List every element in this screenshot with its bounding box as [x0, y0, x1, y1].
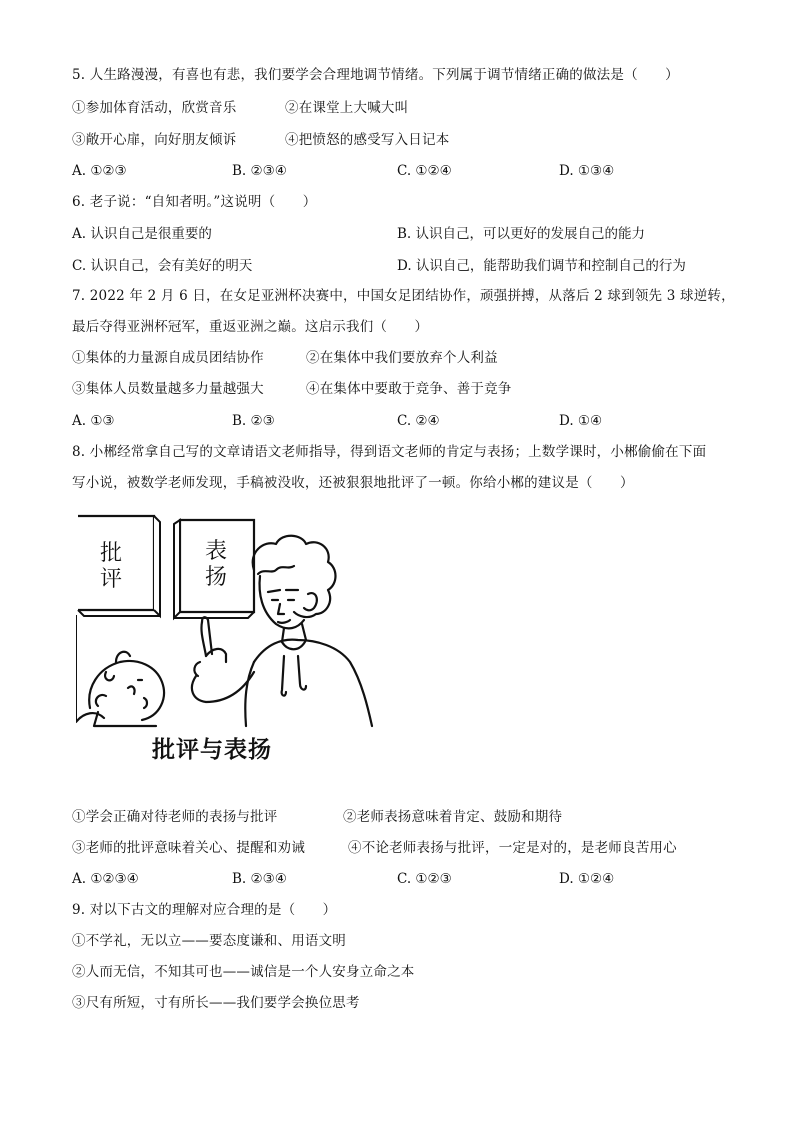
q9-item-3: ③尺有所短，寸有所长——我们要学会换位思考	[72, 995, 360, 1011]
q8-stem-line1: 8. 小郴经常拿自己写的文章请语文老师指导，得到语文老师的肯定与表扬；上数学课时，小郴偷偷在下面	[72, 444, 707, 460]
q7-statement-3: ③集体人员数量越多力量越强大	[72, 381, 264, 397]
board-text-pi: 批	[100, 541, 123, 566]
q5-option-d[interactable]: D. ①③④	[559, 163, 615, 179]
q9-item-1: ①不学礼，无以立——要态度谦和、用语文明	[72, 933, 346, 949]
q9-item-2: ②人而无信，不知其可也——诚信是一个人安身立命之本	[72, 964, 415, 980]
illustration-caption: 批评与表扬	[152, 737, 272, 763]
q7-option-c[interactable]: C. ②④	[397, 413, 440, 429]
q5-option-b[interactable]: B. ②③④	[232, 163, 287, 179]
q8-statement-3: ③老师的批评意味着关心、提醒和劝诫	[72, 840, 305, 856]
q6-options-row1	[72, 225, 732, 243]
q5-option-a[interactable]: A. ①②③	[72, 163, 127, 179]
board-text-yang: 扬	[205, 565, 228, 590]
q7-statement-4: ④在集体中要敢于竞争、善于竞争	[306, 381, 512, 397]
q6-option-b[interactable]: B. 认识自己，可以更好的发展自己的能力	[397, 226, 646, 242]
q6-option-c[interactable]: C. 认识自己，会有美好的明天	[72, 258, 253, 274]
q8-option-c[interactable]: C. ①②③	[397, 871, 452, 887]
q9-stem: 9. 对以下古文的理解对应合理的是（ ）	[72, 902, 337, 918]
q5-statement-2: ②在课堂上大喊大叫	[285, 100, 409, 116]
q7-statement-1: ①集体的力量源自成员团结协作	[72, 350, 264, 366]
q5-statement-1: ①参加体育活动，欣赏音乐	[72, 100, 237, 116]
q6-options-row2	[72, 257, 732, 275]
q7-options	[72, 412, 732, 430]
q8-option-a[interactable]: A. ①②③④	[72, 871, 139, 887]
q8-stem-line2: 写小说，被数学老师发现，手稿被没收，还被狠狠地批评了一顿。你给小郴的建议是（ ）	[72, 475, 634, 491]
q7-option-a[interactable]: A. ①③	[72, 413, 115, 429]
illustration-svg	[76, 512, 376, 742]
q8-statement-1: ①学会正确对待老师的表扬与批评	[72, 809, 278, 825]
q6-stem: 6. 老子说：“自知者明。”这说明（ ）	[72, 194, 317, 210]
q5-statement-4: ④把愤怒的感受写入日记本	[285, 132, 450, 148]
q5-stem: 5. 人生路漫漫，有喜也有悲，我们要学会合理地调节情绪。下列属于调节情绪正确的做法是（ ）	[72, 67, 679, 83]
q8-options	[72, 870, 732, 888]
q5-option-c[interactable]: C. ①②④	[397, 163, 452, 179]
q8-statement-2: ②老师表扬意味着肯定、鼓励和期待	[343, 809, 563, 825]
q6-option-a[interactable]: A. 认识自己是很重要的	[72, 226, 212, 242]
q8-option-d[interactable]: D. ①②④	[559, 871, 615, 887]
q7-statement-2: ②在集体中我们要放弃个人利益	[306, 350, 498, 366]
q8-option-b[interactable]: B. ②③④	[232, 871, 287, 887]
student-figure	[76, 652, 164, 726]
q7-option-d[interactable]: D. ①④	[559, 413, 603, 429]
q5-statement-3: ③敞开心扉，向好朋友倾诉	[72, 132, 237, 148]
board-text-ping: 评	[100, 567, 123, 592]
q6-option-d[interactable]: D. 认识自己，能帮助我们调节和控制自己的行为	[397, 258, 686, 274]
q7-stem-line1: 7. 2022 年 2 月 6 日，在女足亚洲杯决赛中，中国女足团结协作，顽强拼搏，从落后 2 球到领先 3 球逆转，	[72, 288, 735, 304]
board-text-biao: 表	[205, 539, 228, 564]
q5-options	[72, 162, 732, 180]
q7-stem-line2: 最后夺得亚洲杯冠军，重返亚洲之巅。这启示我们（ ）	[72, 319, 429, 335]
q7-option-b[interactable]: B. ②③	[232, 413, 275, 429]
q8-statement-4: ④不论老师表扬与批评，一定是对的，是老师良苦用心	[348, 840, 677, 856]
